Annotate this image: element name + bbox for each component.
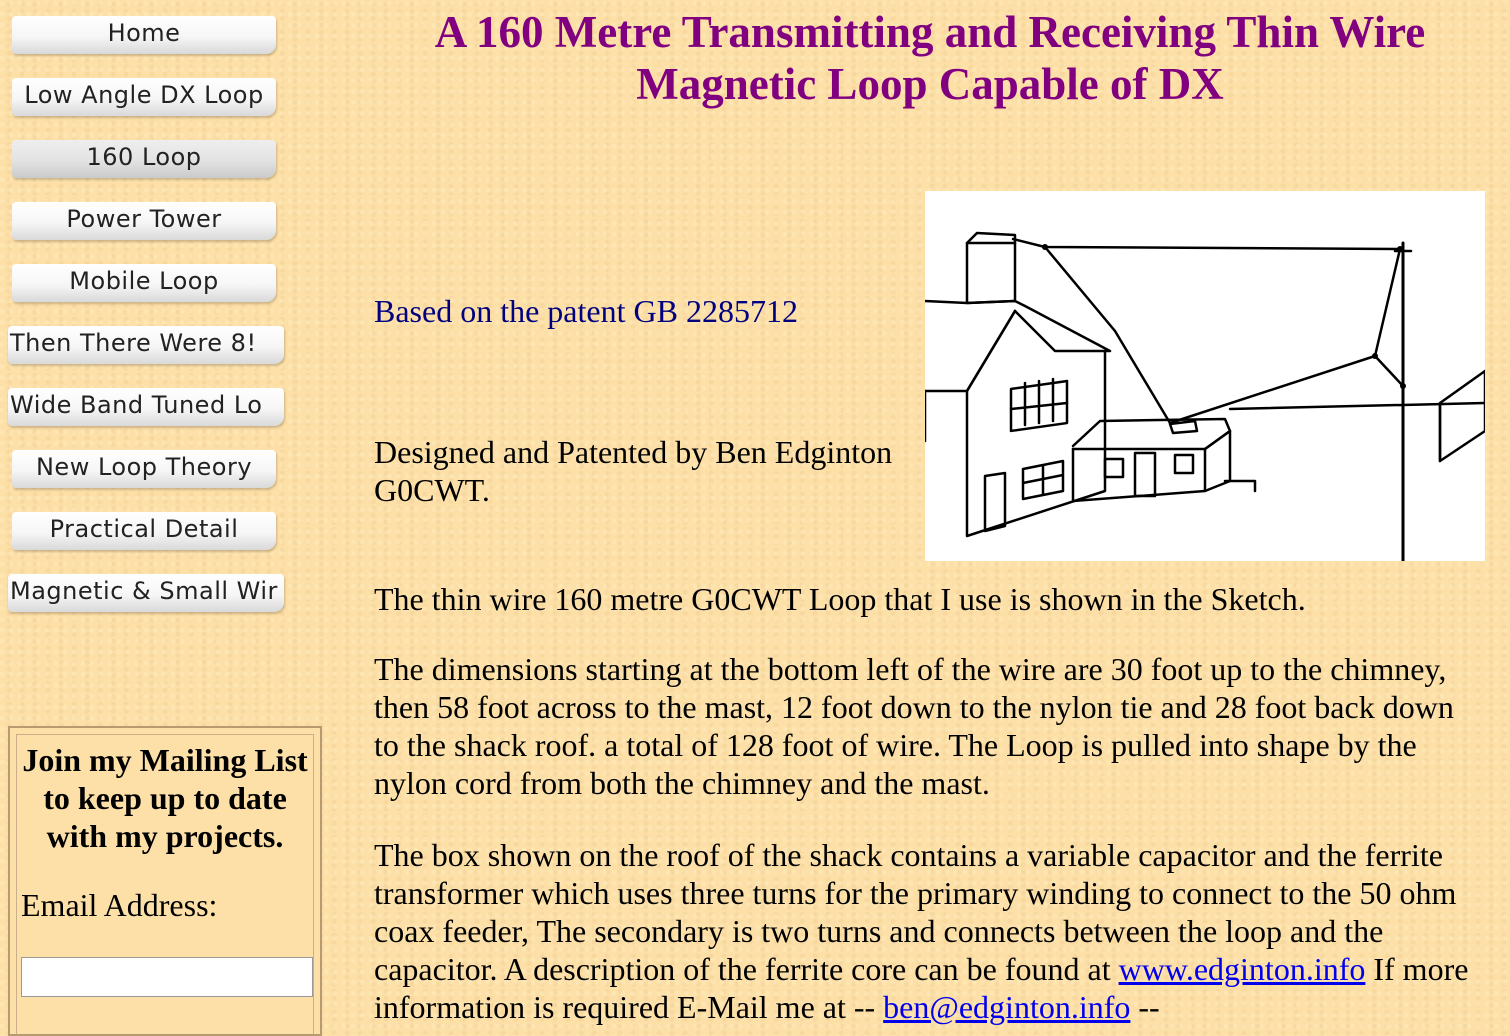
- nav-mobile-loop-button[interactable]: Mobile Loop: [12, 264, 276, 302]
- nav-new-loop-theory-button[interactable]: New Loop Theory: [12, 450, 276, 488]
- nav-then-there-were-8-button[interactable]: Then There Were 8!: [8, 326, 284, 364]
- email-label: Email Address:: [21, 887, 218, 923]
- nav-low-angle-dx-loop-button[interactable]: Low Angle DX Loop: [12, 78, 276, 116]
- email-field[interactable]: [21, 957, 313, 997]
- nav-magnetic-small-wire-button[interactable]: Magnetic & Small Wir: [8, 574, 284, 612]
- mailing-list-inner: [16, 734, 314, 1034]
- nav-home-button[interactable]: Home: [12, 16, 276, 54]
- paragraph-box-text-2: If more information is required E-Mail me at --: [374, 951, 1469, 1025]
- nav-160-loop-button[interactable]: 160 Loop: [12, 140, 276, 178]
- page-title: A 160 Metre Transmitting and Receiving Thin Wire Magnetic Loop Capable of DX: [434, 7, 1426, 109]
- nav-wide-band-tuned-loop-button[interactable]: Wide Band Tuned Lo: [8, 388, 284, 426]
- nav-power-tower-button[interactable]: Power Tower: [12, 202, 276, 240]
- loop-sketch-image: [925, 191, 1485, 561]
- paragraph-dimensions: The dimensions starting at the bottom left of the wire are 30 foot up to the chimney, then 58 foot across to the mast, 12 foot down to the nylon tie and 28 foot back down to the shack roof. a total of 128 foot of wire. The Loop is pulled into shape by the nylon cord from both the chimney and the mast.: [374, 651, 1454, 801]
- paragraph-box-description: [374, 836, 1494, 1026]
- paragraph-sketch: The thin wire 160 metre G0CWT Loop that I use is shown in the Sketch.: [374, 581, 1306, 617]
- designer-text: Designed and Patented by Ben Edginton G0CWT.: [374, 434, 893, 508]
- paragraph-box-text-3: --: [1130, 989, 1160, 1025]
- mailing-list-title: Join my Mailing List to keep up to date with my projects.: [22, 742, 308, 854]
- mailing-list-box: [8, 726, 322, 1036]
- paragraph-box-text: The box shown on the roof of the shack contains a variable capacitor and the ferrite transformer which uses three turns for the primary winding to connect to the 50 ohm coax feeder, The secondary is two turns and connects between the loop and the capacitor. A description of the ferrite core can be found at: [374, 837, 1457, 987]
- nav-practical-detail-button[interactable]: Practical Detail: [12, 512, 276, 550]
- website-link[interactable]: www.edginton.info: [1118, 951, 1366, 987]
- patent-text: Based on the patent GB 2285712: [374, 293, 798, 329]
- email-link[interactable]: ben@edginton.info: [883, 989, 1131, 1025]
